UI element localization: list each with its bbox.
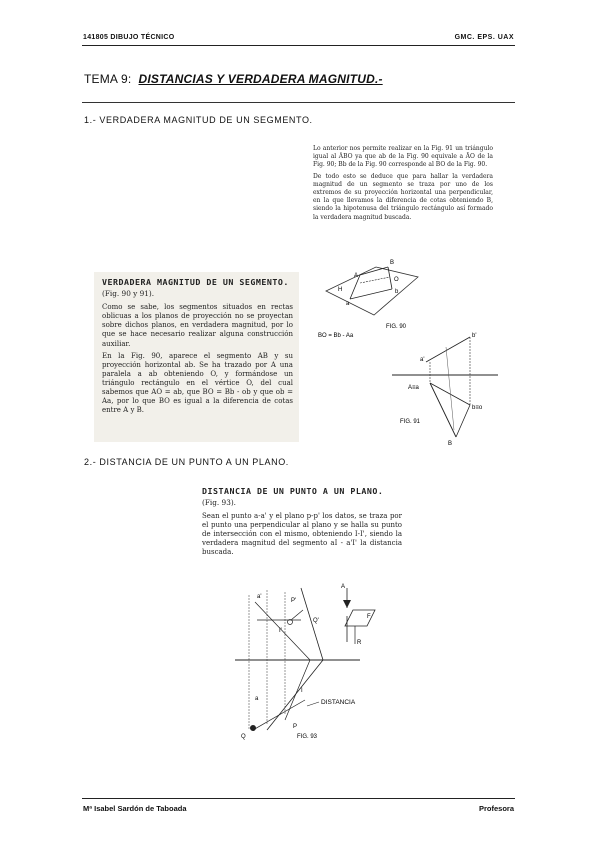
fig93-point-i: I <box>301 688 303 694</box>
fig93-distance-label: DISTANCIA <box>321 699 356 706</box>
header-institution: GMC. EPS. UAX <box>454 34 514 41</box>
section1-right-paragraph: Lo anterior nos permite realizar en la Fig. 91 un triángulo igual al ÂBO ya que ab de la Fig. 90 equivale a ĀO de la Fig. 90; Bb de la Fig. 90 corresponde al BO de la Fig. 90. <box>313 145 493 169</box>
fig93-point-p-prime: P' <box>291 598 297 604</box>
title-prefix: TEMA 9: <box>84 72 132 86</box>
fig90-plane-label: H <box>338 287 343 293</box>
header-divider <box>82 45 515 46</box>
section1-right-text <box>313 145 493 225</box>
fig93-point-q-prime: Q' <box>313 618 319 624</box>
fig93-point-q-label: Q <box>241 734 246 740</box>
fig93-point-i-prime: I' <box>279 628 282 634</box>
fig90-projection <box>350 289 392 299</box>
section2-clip-paragraph: Sean el punto a-a' y el plano p-p' los datos, se traza por el punto una perpendicular al plano y se halla su punto de intersección con el mismo, obteniendo I-I', siendo la verdadera magnitud del segmento aI - a'I' la distancia buscada. <box>202 512 402 556</box>
fig93-point-p: P <box>293 724 298 730</box>
section2-clipping <box>202 487 402 560</box>
fig90-point-o-label: O <box>394 277 399 283</box>
fig90-point-b-small-label: b <box>395 289 399 295</box>
fig91-diagram <box>390 325 500 450</box>
fig91-point-a: A≡a <box>408 385 419 391</box>
fig91-point-bo: b≡o <box>472 405 483 411</box>
fig90-label: FIG. 90 <box>386 324 407 330</box>
fig93-inset-f: F <box>367 614 371 620</box>
fig93-point-a: a <box>255 696 259 702</box>
fig91-point-b-prime: b' <box>472 333 477 339</box>
fig91-point-a-prime: a' <box>420 357 425 363</box>
section2-clip-ref: (Fig. 93). <box>202 498 237 507</box>
fig90-formula: BO = Bb - Aa <box>318 333 354 339</box>
fig90-point-a-small-label: a <box>346 301 350 307</box>
section1-left-paragraph: En la Fig. 90, aparece el segmento AB y su proyección horizontal ab. Se ha trazado por A una paralela a ab obteniendo O, y formándose un triángulo rectángulo en el vértice O, del cual sabemos que AO = ab, que BO = Bb - ob y que ob = Aa, por lo que BO es igual a la diferencia de cotas entre A y B. <box>102 351 293 415</box>
section2-clip-heading: DISTANCIA DE UN PUNTO A UN PLANO. <box>202 486 384 496</box>
fig90-point-a-label: A <box>354 273 359 279</box>
fig93-inset-r: R <box>357 640 362 646</box>
header-course: 141805 DIBUJO TÉCNICO <box>83 34 175 41</box>
footer-role: Profesora <box>478 804 514 813</box>
fig93-diagram <box>235 580 395 760</box>
section1-left-paragraph: Como se sabe, los segmentos situados en rectas oblicuas a los planos de proyección no se proyectan sobre dichos planos, en verdadera magnitud, por lo que se hace necesario realizar alguna construcción auxiliar. <box>102 303 293 348</box>
section1-right-paragraph: De todo esto se deduce que para hallar la verdadera magnitud de un segmento se traza por uno de los extremos de su proyección horizontal una perpendicular, en la que llevamos la diferencia de cotas obteniendo B, siendo la hipotenusa del triángulo rectángulo así formado la verdadera magnitud buscada. <box>313 172 493 221</box>
footer-author: Mª Isabel Sardón de Taboada <box>83 804 187 813</box>
fig91-point-b: B <box>448 441 453 447</box>
section1-left-heading: VERDADERA MAGNITUD DE UN SEGMENTO. <box>102 277 289 287</box>
fig93-point-q <box>250 725 256 731</box>
title-topic: DISTANCIAS Y VERDADERA MAGNITUD.- <box>138 72 383 86</box>
fig91-label: FIG. 91 <box>400 419 421 425</box>
footer-divider <box>82 798 515 799</box>
section2-heading: 2.- DISTANCIA DE UN PUNTO A UN PLANO. <box>84 457 289 467</box>
title-divider <box>82 102 515 103</box>
fig90-point-b-label: B <box>390 260 395 266</box>
section1-heading: 1.- VERDADERA MAGNITUD DE UN SEGMENTO. <box>84 115 313 125</box>
fig93-inset-a: A <box>341 584 346 590</box>
section1-left-ref: (Fig. 90 y 91). <box>102 289 155 299</box>
section1-left-clipping <box>94 272 299 442</box>
fig93-label: FIG. 93 <box>297 734 318 740</box>
fig93-point-a-prime: a' <box>257 594 262 600</box>
page-title <box>84 72 383 86</box>
